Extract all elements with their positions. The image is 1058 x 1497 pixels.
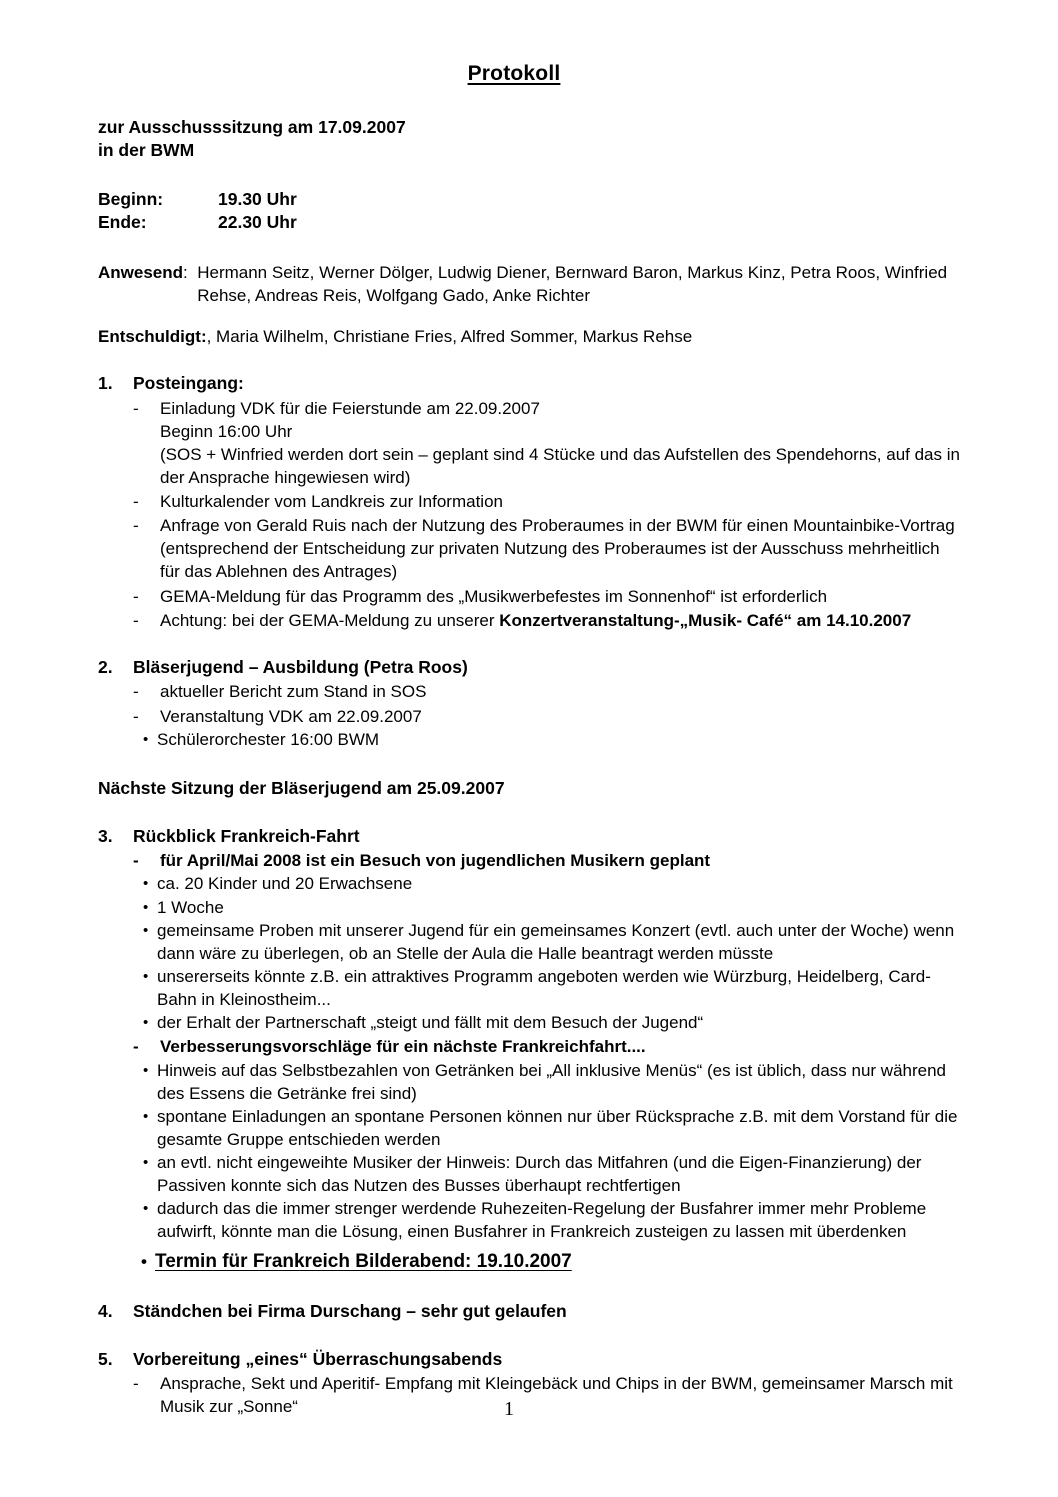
list-item-body	[160, 514, 960, 583]
section-2-subbullets	[98, 728, 960, 751]
list-item-text: an evtl. nicht eingeweihte Musiker der Hinweis: Durch das Mitfahren (und die Eigen-Finanzierung) der Passiven konnte sich das Nutzen des Busses überhaupt rechtfertigen	[157, 1152, 922, 1196]
list-item	[98, 1151, 960, 1197]
list-item-text: 1 Woche	[157, 897, 224, 917]
list-item-line: (SOS + Winfried werden dort sein – geplant sind 4 Stücke und das Aufstellen des Spendehorns, auf das in der Ansprache hingewiesen wird)	[160, 444, 960, 488]
section-4-number: 4.	[98, 1301, 113, 1322]
attendees-present-colon: :	[183, 262, 188, 282]
list-item-highlight	[98, 1249, 960, 1276]
section-5-heading	[98, 1348, 960, 1372]
attendees-present-label-text: Anwesend	[98, 262, 184, 282]
attendees-present-names: Hermann Seitz, Werner Dölger, Ludwig Diener, Bernward Baron, Markus Kinz, Petra Roos, Winfried Rehse, Andreas Reis, Wolfgang Gado, Anke Richter	[197, 262, 948, 306]
frankreich-bilderabend-date	[155, 1249, 960, 1276]
section-1-number: 1.	[98, 373, 113, 394]
start-value: 19.30 Uhr	[218, 189, 297, 210]
list-item	[98, 680, 960, 703]
next-meeting-note: Nächste Sitzung der Bläserjugend am 25.09.2007	[98, 777, 505, 798]
list-item-text: der Erhalt der Partnerschaft „steigt und fällt mit dem Besuch der Jugend“	[157, 1013, 704, 1033]
section-1-title: Posteingang:	[133, 373, 244, 394]
list-item	[98, 896, 960, 919]
list-item	[98, 490, 960, 513]
bullet-icon: •	[143, 1200, 149, 1218]
subtitle-line-1: zur Ausschusssitzung am 17.09.2007	[98, 117, 406, 137]
list-item	[98, 965, 960, 1011]
section-2-title: Bläserjugend – Ausbildung (Petra Roos)	[133, 656, 468, 677]
attendees-excused-label: Entschuldigt:	[98, 326, 207, 346]
dash-marker: -	[133, 706, 139, 726]
bullet-icon: •	[143, 921, 149, 939]
list-item-line	[160, 609, 960, 632]
end-label: Ende:	[98, 212, 147, 233]
section-3-item-1	[98, 849, 960, 872]
list-item	[98, 1059, 960, 1105]
list-item-line: Kulturkalender vom Landkreis zur Information	[160, 492, 503, 512]
list-item-text: Schülerorchester 16:00 BWM	[157, 729, 380, 749]
dash-marker: -	[133, 610, 139, 630]
list-item-text: ca. 20 Kinder und 20 Erwachsene	[157, 874, 413, 894]
list-item	[98, 705, 960, 728]
section-3-item-1-bullets	[98, 872, 960, 1034]
meeting-times	[98, 188, 960, 235]
end-value: 22.30 Uhr	[218, 212, 297, 233]
list-item-line: Veranstaltung VDK am 22.09.2007	[160, 706, 422, 726]
section-2-number: 2.	[98, 656, 113, 677]
list-item-text: für April/Mai 2008 ist ein Besuch von jugendlichen Musikern geplant	[160, 851, 711, 871]
section-1-heading	[98, 372, 960, 396]
list-item-body	[160, 397, 960, 489]
bullet-icon: •	[143, 1014, 149, 1032]
attendees-excused-names: , Maria Wilhelm, Christiane Fries, Alfred Sommer, Markus Rehse	[206, 326, 693, 346]
attendees-excused	[98, 325, 960, 348]
list-item-text: Ansprache, Sekt und Aperitif- Empfang mit Kleingebäck und Chips in der BWM, gemeinsamer Marsch mit Musik zur „Sonne“	[160, 1374, 953, 1417]
bullet-icon: •	[143, 1107, 149, 1125]
dash-marker: -	[133, 851, 139, 871]
section-3	[98, 825, 960, 1277]
list-item	[98, 1105, 960, 1151]
list-item-line: GEMA-Meldung für das Programm des „Musikwerbefestes im Sonnenhof“ ist erforderlich	[160, 586, 828, 606]
list-item-body	[160, 680, 960, 703]
list-item	[98, 1011, 960, 1034]
section-2-items	[98, 680, 960, 727]
section-5-title: Vorbereitung „eines“ Überraschungsabends	[133, 1348, 503, 1369]
section-1-items	[98, 397, 960, 632]
list-item-text: Hinweis auf das Selbstbezahlen von Getränken bei „All inklusive Menüs“ (es ist üblich, dass nur während des Essens die Getränke frei sind)	[157, 1060, 947, 1103]
list-item-body	[160, 490, 960, 513]
section-3-number: 3.	[98, 825, 113, 846]
section-3-item-2	[98, 1035, 960, 1058]
list-item-line: Einladung VDK für die Feierstunde am 22.09.2007	[160, 398, 540, 418]
list-item-line: Beginn 16:00 Uhr	[160, 421, 293, 441]
dash-marker: -	[133, 492, 139, 512]
list-item	[98, 1197, 960, 1243]
section-2-heading	[98, 656, 960, 680]
list-item-line: aktueller Bericht zum Stand in SOS	[160, 682, 427, 702]
document-body	[98, 62, 960, 1418]
section-4	[98, 1300, 960, 1324]
list-item-bold-text: Konzertveranstaltung-„Musik- Café“ am 14.10.2007	[499, 610, 912, 630]
list-item-text: unsererseits könnte z.B. ein attraktives Programm angeboten werden wie Würzburg, Heidelberg, Card-Bahn in Kleinostheim...	[157, 966, 931, 1010]
list-item-plain-text: Achtung: bei der GEMA-Meldung zu unserer	[160, 610, 500, 630]
list-item-line: Anfrage von Gerald Ruis nach der Nutzung des Proberaumes in der BWM für einen Mountainbike-Vortrag	[160, 516, 955, 536]
attendees-present	[98, 261, 960, 308]
meeting-end-row	[98, 211, 960, 234]
bullet-icon: •	[143, 967, 149, 985]
bullet-icon: •	[143, 1061, 149, 1079]
list-item-body	[160, 585, 960, 608]
attendees-present-label	[98, 261, 197, 284]
section-2	[98, 656, 960, 751]
list-item	[98, 872, 960, 895]
section-4-title: Ständchen bei Firma Durschang – sehr gut gelaufen	[133, 1301, 567, 1322]
bullet-icon: •	[143, 898, 149, 916]
bullet-icon: •	[143, 1153, 149, 1171]
bullet-icon: •	[143, 730, 149, 748]
list-item	[98, 585, 960, 608]
list-item-text: gemeinsame Proben mit unserer Jugend für ein gemeinsames Konzert (evtl. auch unter der Woche) wenn dann wäre zu überlegen, ob an Stelle der Aula die Halle beantragt werden müsste	[157, 920, 955, 963]
list-item	[98, 1035, 960, 1058]
list-item	[98, 514, 960, 583]
page-number: 1	[504, 1398, 514, 1420]
list-item-line: (entsprechend der Entscheidung zur privaten Nutzung des Proberaumes ist der Ausschuss mehrheitlich für das Ablehnen des Antrages)	[160, 539, 940, 582]
list-item-body	[160, 705, 960, 728]
dash-marker: -	[133, 1374, 139, 1394]
section-3-item-2-bullets	[98, 1059, 960, 1276]
meeting-start-row	[98, 188, 960, 211]
section-1	[98, 372, 960, 632]
dash-marker: -	[133, 586, 139, 606]
section-3-title: Rückblick Frankreich-Fahrt	[133, 825, 360, 846]
bullet-icon: •	[141, 1252, 147, 1272]
list-item	[98, 849, 960, 872]
list-item-text: spontane Einladungen an spontane Personen können nur über Rücksprache z.B. mit dem Vorstand für die gesamte Gruppe entschieden werden	[157, 1106, 958, 1149]
list-item-text: Verbesserungsvorschläge für ein nächste Frankreichfahrt....	[160, 1037, 646, 1057]
section-5-number: 5.	[98, 1348, 113, 1369]
subtitle-line-2: in der BWM	[98, 140, 195, 161]
section-4-heading	[98, 1300, 960, 1324]
page-title	[98, 62, 960, 86]
dash-marker: -	[133, 516, 139, 536]
list-item	[98, 919, 960, 965]
dash-marker: -	[133, 398, 139, 418]
list-item	[98, 609, 960, 632]
list-item-body	[160, 609, 960, 632]
list-item-text: dadurch das die immer strenger werdende Ruhezeiten-Regelung der Busfahrer immer mehr Probleme aufwirft, könnte man die Lösung, einen Busfahrer in Frankreich zusteigen zu lassen mit überdenken	[157, 1199, 927, 1242]
section-3-heading	[98, 825, 960, 849]
document-subtitle	[98, 116, 960, 162]
frankreich-bilderabend-text: Termin für Frankreich Bilderabend: 19.10.2007	[155, 1251, 572, 1273]
bullet-icon: •	[143, 875, 149, 893]
dash-marker: -	[133, 682, 139, 702]
list-item	[98, 728, 960, 751]
dash-marker: -	[133, 1037, 139, 1057]
page-title-text: Protokoll	[467, 62, 561, 85]
start-label: Beginn:	[98, 189, 164, 210]
list-item	[98, 397, 960, 489]
